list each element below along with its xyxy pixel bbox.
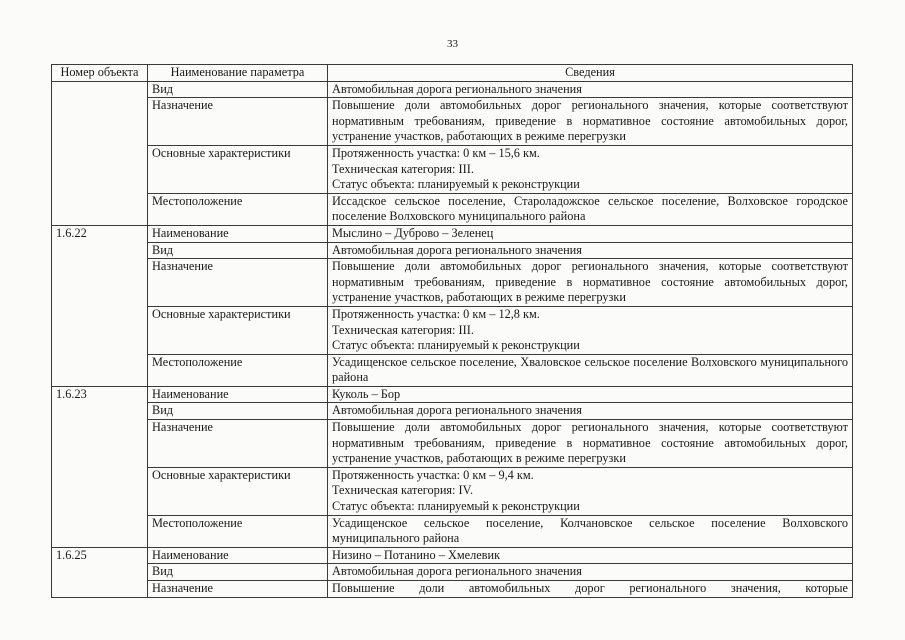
table-row xyxy=(52,242,853,259)
table-row xyxy=(52,403,853,420)
table-row xyxy=(52,81,853,98)
details-line: Протяженность участка: 0 км – 12,8 км. xyxy=(332,306,540,321)
details-line: Повышение доли автомобильных дорог регионального значения, которые соответствуют нормативным требованиям, приведение в нормативное состояние автомобильных дорог, устранение участков, работающих в режиме перегрузки xyxy=(332,98,848,144)
details-cell xyxy=(328,581,853,598)
table-row xyxy=(52,306,853,354)
details-cell xyxy=(328,145,853,193)
details-line: Статус объекта: планируемый к реконструкции xyxy=(332,177,580,192)
table-row xyxy=(52,354,853,386)
object-number-cell: 1.6.25 xyxy=(52,547,148,564)
details-line: Мыслино – Дуброво – Зеленец xyxy=(332,225,494,240)
parameter-name-cell: Вид xyxy=(148,403,328,420)
details-cell xyxy=(328,98,853,146)
details-line: Повышение доли автомобильных дорог регионального значения, которые соответствуют нормативным требованиям, приведение в нормативное состояние автомобильных дорог, устранение участков, работающих в режиме перегрузки xyxy=(332,259,848,305)
details-cell xyxy=(328,420,853,468)
details-line: Протяженность участка: 0 км – 15,6 км. xyxy=(332,145,540,160)
details-cell xyxy=(328,225,853,242)
parameter-name-cell: Основные характеристики xyxy=(148,306,328,354)
object-number-cell xyxy=(52,403,148,420)
details-cell xyxy=(328,386,853,403)
object-number-cell xyxy=(52,515,148,547)
object-number-cell: 1.6.22 xyxy=(52,225,148,242)
table-header-row xyxy=(52,65,853,82)
parameter-name-cell: Наименование xyxy=(148,225,328,242)
details-line: Техническая категория: IV. xyxy=(332,483,474,498)
details-line: Повышение доли автомобильных дорог регионального значения, которые xyxy=(332,581,848,595)
details-line: Низино – Потанино – Хмелевик xyxy=(332,547,501,562)
table-row xyxy=(52,98,853,146)
parameter-name-cell: Местоположение xyxy=(148,515,328,547)
table-row xyxy=(52,581,853,598)
table-row xyxy=(52,467,853,515)
parameter-name-cell: Вид xyxy=(148,564,328,581)
parameter-name-cell: Назначение xyxy=(148,259,328,307)
page-number: 33 xyxy=(447,38,458,50)
table-row xyxy=(52,564,853,581)
details-line: Протяженность участка: 0 км – 9,4 км. xyxy=(332,467,534,482)
header-details: Сведения xyxy=(328,65,853,82)
details-cell xyxy=(328,193,853,225)
road-objects-table xyxy=(51,64,853,598)
parameter-name-cell: Вид xyxy=(148,242,328,259)
details-cell xyxy=(328,547,853,564)
details-line: Автомобильная дорога регионального значения xyxy=(332,403,582,418)
table-row xyxy=(52,420,853,468)
parameter-name-cell: Основные характеристики xyxy=(148,467,328,515)
details-cell xyxy=(328,354,853,386)
details-cell xyxy=(328,242,853,259)
details-line: Автомобильная дорога регионального значения xyxy=(332,242,582,257)
details-cell xyxy=(328,515,853,547)
object-number-cell xyxy=(52,420,148,468)
details-cell xyxy=(328,306,853,354)
object-number-cell xyxy=(52,242,148,259)
object-number-cell xyxy=(52,193,148,225)
details-line: Автомобильная дорога регионального значения xyxy=(332,81,582,96)
details-cell xyxy=(328,564,853,581)
table-body xyxy=(52,81,853,597)
header-parameter-name: Наименование параметра xyxy=(148,65,328,82)
table-row xyxy=(52,515,853,547)
details-line: Статус объекта: планируемый к реконструкции xyxy=(332,338,580,353)
object-number-cell xyxy=(52,145,148,193)
object-number-cell xyxy=(52,564,148,581)
parameter-name-cell: Наименование xyxy=(148,386,328,403)
details-cell xyxy=(328,467,853,515)
object-number-cell xyxy=(52,581,148,598)
details-line: Усадищенское сельское поселение, Колчановское сельское поселение Волховского муниципального района xyxy=(332,515,848,546)
details-cell xyxy=(328,403,853,420)
parameter-name-cell: Местоположение xyxy=(148,193,328,225)
table-row xyxy=(52,386,853,403)
details-cell xyxy=(328,81,853,98)
details-line: Иссадское сельское поселение, Староладожское сельское поселение, Волховское городское поселение Волховского муниципального района xyxy=(332,193,848,224)
table-row xyxy=(52,225,853,242)
object-number-cell xyxy=(52,81,148,98)
details-line: Автомобильная дорога регионального значения xyxy=(332,564,582,579)
object-number-cell xyxy=(52,306,148,354)
details-cell xyxy=(328,259,853,307)
parameter-name-cell: Вид xyxy=(148,81,328,98)
header-object-number: Номер объекта xyxy=(52,65,148,82)
parameter-name-cell: Основные характеристики xyxy=(148,145,328,193)
object-number-cell: 1.6.23 xyxy=(52,386,148,403)
details-line: Техническая категория: III. xyxy=(332,322,474,337)
details-line: Куколь – Бор xyxy=(332,386,401,401)
details-line: Техническая категория: III. xyxy=(332,161,474,176)
object-number-cell xyxy=(52,259,148,307)
parameter-name-cell: Местоположение xyxy=(148,354,328,386)
object-number-cell xyxy=(52,467,148,515)
details-line: Повышение доли автомобильных дорог регионального значения, которые соответствуют нормативным требованиям, приведение в нормативное состояние автомобильных дорог, устранение участков, работающих в режиме перегрузки xyxy=(332,420,848,466)
table-row xyxy=(52,547,853,564)
table-row xyxy=(52,145,853,193)
object-number-cell xyxy=(52,98,148,146)
object-number-cell xyxy=(52,354,148,386)
table-row xyxy=(52,193,853,225)
details-line: Статус объекта: планируемый к реконструкции xyxy=(332,499,580,514)
parameter-name-cell: Наименование xyxy=(148,547,328,564)
parameter-name-cell: Назначение xyxy=(148,98,328,146)
parameter-name-cell: Назначение xyxy=(148,581,328,598)
table-row xyxy=(52,259,853,307)
details-line: Усадищенское сельское поселение, Хваловское сельское поселение Волховского муниципального района xyxy=(332,354,848,385)
parameter-name-cell: Назначение xyxy=(148,420,328,468)
